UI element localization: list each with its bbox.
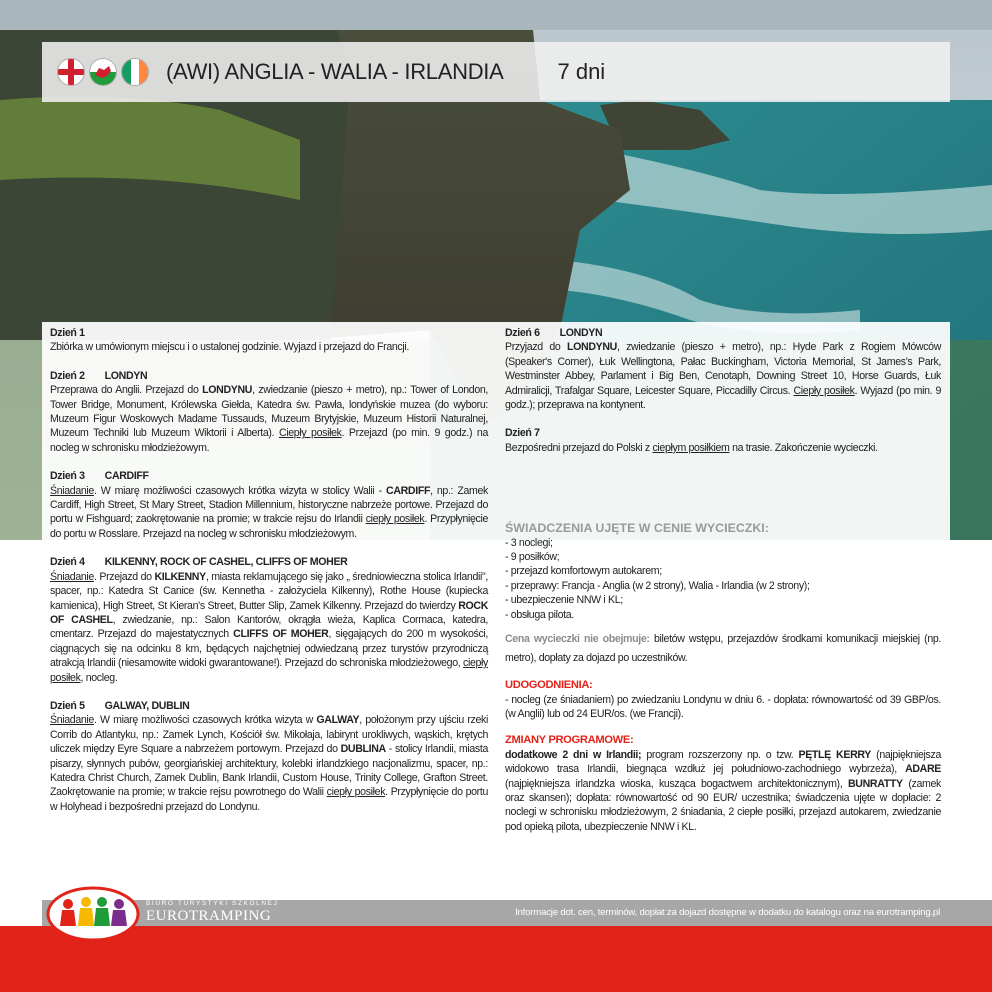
day4-t3: , zwiedzanie, np.: Salon Kantorów, okrągła wieża, Kaplica Cormaca, katedra, cmentarz. Przejazd do majestatycznych: [50, 613, 488, 641]
included-item: - ubezpieczenie NNW i KL;: [505, 594, 623, 607]
included-item: - 3 noclegi;: [505, 536, 553, 549]
day2-t1: Przeprawa do Anglii. Przejazd do: [50, 384, 203, 397]
day3-heading: [50, 469, 488, 483]
title-bar: [42, 42, 950, 102]
included-item: - obsługa pilota.: [505, 608, 574, 621]
itinerary-left-column: [50, 326, 488, 814]
included-item: - 9 posiłków;: [505, 551, 560, 564]
day3-t3: . Przypłynięcie do portu w Rosslare. Przejazd na nocleg w schronisku młodzieżowym.: [50, 513, 489, 540]
day1-label: Dzień 1: [50, 327, 85, 339]
conveniences-heading: UDOGODNIENIA:: [505, 679, 593, 692]
day3-text: [50, 484, 488, 542]
day6-t1: Przyjazd do: [505, 341, 568, 354]
day5-place: GALWAY, DUBLIN: [104, 699, 190, 712]
changes-b4: BUNRATTY: [848, 777, 903, 790]
day2-t2: , zwiedzanie (pieszo + metro), np.: Tower of London, Tower Bridge, Monument, Królewska Giełda, Katedra św. Pawła, londyńskie muzea (do wyboru: Muzeum Figur Woskowych Madame Tussauds, Muzeum Brytyjskie, Muzeum Historii Naturalnej, Muzeum Techniki lub Muzeum Wiktorii i Alberta).: [50, 384, 489, 440]
included-list: [505, 536, 941, 622]
trip-duration: 7 dni: [557, 59, 606, 84]
trip-title: (AWI) ANGLIA - WALIA - IRLANDIA: [166, 59, 504, 84]
day5-b2: DUBLINA: [340, 743, 386, 756]
changes-b3: ADARE: [905, 763, 941, 776]
changes-t1: program rozszerzony np. o tzw.: [641, 748, 799, 761]
day7-heading: [505, 426, 941, 440]
included-item: - przejazd komfortowym autokarem;: [505, 565, 662, 578]
day3-label: Dzień 3: [50, 470, 85, 483]
eurotramping-logo: [46, 886, 140, 942]
day4-text: [50, 570, 488, 685]
day6-u1: Ciepły posiłek: [793, 384, 855, 397]
day6-t2: , zwiedzanie (pieszo + metro), np.: Hyde Park z Rogiem Mówców (Speaker's Corner), Łuk Wellingtona, Pałac Buckingham, Victoria Memorial, St James's Park, Westminster Abbey, Parlament i Big Ben, Cenotaph, Downing Street 10, Horse Guards, Łuk Admiralicji, Trafalgar Square, Leicester Square, Piccadilly Circus.: [505, 341, 942, 397]
day6-heading: [505, 326, 941, 340]
day5-heading: [50, 699, 488, 713]
changes-t2: (najpiękniejsza widokowo trasa Irlandii, biegnąca wzdłuż jej południowo-zachodniego wybrzeża),: [505, 748, 941, 776]
day4-heading: [50, 555, 488, 569]
excluded-text: [505, 630, 941, 668]
day5-u1: Śniadanie: [50, 714, 94, 727]
day6-label: Dzień 6: [505, 327, 540, 339]
day2-u1: Ciepły posiłek: [278, 427, 342, 440]
day4-t1: . Przejazd do: [93, 570, 155, 583]
day6-b1: LONDYNU: [567, 341, 617, 354]
included-heading: ŚWIADCZENIA UJĘTE W CENIE WYCIECZKI:: [505, 521, 769, 536]
changes-t4: (zamek oraz skansen); dopłata: równowartość od 90 EUR/ uczestnika; świadczenia ujęte w dopłacie: 2 noclegi w schronisku młodzieżowym, 2 śniadania, 2 ciepłe posiłki, przejazd autokarem, zwiedzanie pod opieką pilota, ubezpieczenie NNW i KL.: [505, 777, 941, 833]
day5-t3: - stolicy Irlandii, miasta pisarzy, słynnych pubów, georgiańskiej architektury, kolebki irlandzkiego nacjonalizmu, spacer, np.: Katedra Christ Church, Zamek Dublin, Bank Irlandii, Custom House, Trinity College, Grafton Street. Zaokrętowanie na promie; w trakcie rejsu powrotnego do Walii: [50, 743, 488, 799]
day4-u2: ciepły posiłek: [50, 657, 488, 684]
day6-t3: . Wyjazd (po min. 9 godz.); przeprawa na kontynent.: [505, 384, 942, 412]
day3-u1: Śniadanie: [50, 484, 94, 497]
conveniences-text: - nocleg (ze śniadaniem) po zwiedzaniu Londynu w dniu 6. - dopłata: równowartość od 39 GBP/os. (w Anglii) lub od 24 EUR/os. (we Francji).: [505, 693, 941, 720]
day5-t4: . Przypłynięcie do portu w Holyhead i bezpośredni przejazd do Londynu.: [50, 786, 488, 813]
day1-heading: [50, 326, 488, 340]
day4-u1: Śniadanie: [50, 570, 94, 583]
day4-b1: KILKENNY: [154, 570, 206, 583]
brand-name: EUROTRAMPING: [146, 908, 272, 924]
day4-b3: CLIFFS OF MOHER: [233, 628, 329, 641]
itinerary-right-column: [505, 326, 941, 834]
england-flag-icon: [58, 59, 84, 85]
included-item: - przeprawy: Francja - Anglia (w 2 strony), Walia - Irlandia (w 2 strony);: [505, 579, 810, 592]
changes-b2: PĘTLĘ KERRY: [798, 748, 871, 761]
brand-subtitle: BIURO TURYSTYKI SZKOLNEJ: [146, 900, 279, 907]
day4-t5: , nocleg.: [80, 671, 118, 684]
day3-u2: ciepły posiłek: [365, 513, 425, 526]
changes-b1: dodatkowe 2 dni w Irlandii;: [505, 748, 642, 761]
day2-t3: . Przejazd (po min. 9 godz.) na nocleg w schronisku młodzieżowym.: [50, 427, 488, 454]
day7-t1: Bezpośredni przejazd do Polski z: [505, 441, 653, 454]
day2-label: Dzień 2: [50, 369, 85, 382]
day3-t2: , np.: Zamek Cardiff, High Street, St Mary Street, Stadion Millennium, historyczne nabrzeże portowe. Przejazd do portu w Fishguard; zaokrętowanie na promie; w trakcie rejsu do Irlandii: [50, 484, 488, 526]
wales-flag-icon: [90, 59, 116, 85]
day7-text: [505, 441, 941, 455]
day4-b2: ROCK OF CASHEL: [50, 599, 488, 626]
excluded-label: Cena wycieczki nie obejmuje:: [505, 633, 650, 646]
changes-heading: ZMIANY PROGRAMOWE:: [505, 734, 634, 747]
footer-note: Informacje dot. cen, terminów, dopłat za dojazd dostępne w dodatku do katalogu oraz na eurotramping.pl: [515, 907, 940, 918]
day5-u2: ciepły posiłek: [326, 786, 386, 799]
day6-place: LONDYN: [559, 327, 603, 339]
day4-label: Dzień 4: [50, 556, 85, 569]
day5-t2: , położonym przy ujściu rzeki Corrib do Atlantyku, np.: Zamek Lynch, Kościół św. Mikołaja, labirynt urokliwych, wąskich, krętych uliczek między Eyre Square a nabrzeżem portowym. Przejazd do: [50, 714, 489, 756]
flags-group: [58, 59, 148, 85]
day5-text: [50, 713, 488, 814]
day2-b1: LONDYNU: [202, 384, 253, 397]
changes-text: [505, 748, 941, 834]
day3-place: CARDIFF: [104, 470, 149, 483]
ireland-flag-icon: [122, 59, 148, 85]
day2-text: [50, 383, 488, 455]
day5-b1: GALWAY: [316, 714, 360, 727]
day2-heading: [50, 369, 488, 383]
day2-place: LONDYN: [104, 369, 148, 382]
day3-t1: . W miarę możliwości czasowych krótka wizyta w stolicy Walii -: [93, 484, 387, 497]
day7-t2: na trasie. Zakończenie wycieczki.: [729, 441, 878, 454]
day3-b1: CARDIFF: [386, 484, 431, 497]
day7-u1: ciepłym posiłkiem: [652, 441, 730, 454]
day1-body: Zbiórka w umówionym miejscu i o ustalonej godzinie. Wyjazd i przejazd do Francji.: [50, 341, 409, 354]
day6-text: [505, 340, 941, 412]
day4-t2: , miasta reklamującego się jako „ średniowieczna stolica Irlandii", spacer, np.: Katedra St Canice (św. Kennetha - założyciela Kilkenny), Rothe House (kupiecka kamienica), High Street, St Kieran's Street, Butter Slip, Zamek Kilkenny. Przejazd do twierdzy: [50, 570, 488, 612]
red-bottom-band: [0, 926, 992, 992]
day5-label: Dzień 5: [50, 699, 85, 712]
day5-t1: . W miarę możliwości czasowych krótka wizyta w: [93, 714, 317, 727]
day7-label: Dzień 7: [505, 427, 540, 440]
changes-t3: (najpiękniejsza irlandzka wioska, kusząca bogactwem architektonicznym),: [505, 777, 848, 790]
day1-text: [50, 340, 488, 354]
excluded-body: biletów wstępu, przejazdów środkami komunikacji miejskiej (np. metro), dopłaty za dojazd po uczestników.: [505, 633, 942, 665]
day4-place: KILKENNY, ROCK OF CASHEL, CLIFFS OF MOHER: [104, 556, 348, 569]
day4-t4: , sięgających do 200 m wysokości, ciągnących się na odcinku 8 km, będących najchętniej odwiedzaną przez turystów przyrodniczą atrakcją Irlandii (niesamowite widoki gwarantowane!). Przejazd do schroniska młodzieżowego,: [50, 628, 488, 670]
